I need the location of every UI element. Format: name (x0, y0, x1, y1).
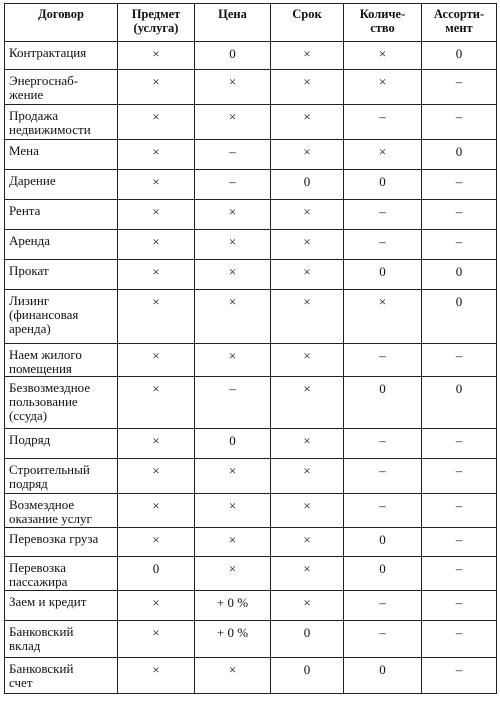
table-row (5, 429, 497, 459)
header-term: Срок (271, 4, 344, 42)
contract-name: Строительный подряд (5, 459, 118, 494)
table-row (5, 621, 497, 658)
table-row (5, 140, 497, 170)
contract-name: Рента (5, 200, 118, 230)
contract-name: Подряд (5, 429, 118, 459)
table-cell: × (118, 344, 195, 377)
table-row (5, 230, 497, 260)
table-cell: × (118, 658, 195, 694)
table-cell: × (271, 344, 344, 377)
table-cell: × (195, 528, 271, 557)
table-cell: × (344, 70, 422, 105)
table-cell: 0 (271, 658, 344, 694)
table-row (5, 459, 497, 494)
table-cell: 0 (422, 377, 497, 429)
contract-name: Перевозка груза (5, 528, 118, 557)
table-cell: × (271, 290, 344, 344)
table-cell: 0 (195, 42, 271, 70)
table-cell: 0 (422, 260, 497, 290)
table-row (5, 290, 497, 344)
table-cell: – (422, 105, 497, 140)
table-cell: × (195, 260, 271, 290)
table-cell: × (118, 377, 195, 429)
table-cell: 0 (118, 557, 195, 591)
table-cell: × (118, 429, 195, 459)
table-cell: × (195, 105, 271, 140)
table-cell: × (271, 42, 344, 70)
contract-name: Лизинг (финансовая аренда) (5, 290, 118, 344)
table-row (5, 260, 497, 290)
table-cell: × (271, 494, 344, 528)
table-cell: – (422, 230, 497, 260)
contract-name: Возмездное оказание услуг (5, 494, 118, 528)
table-cell: – (195, 377, 271, 429)
table-cell: × (118, 105, 195, 140)
contract-name: Банковский вклад (5, 621, 118, 658)
table-cell: – (422, 170, 497, 200)
table-cell: – (422, 200, 497, 230)
table-cell: × (118, 290, 195, 344)
header-price: Цена (195, 4, 271, 42)
table-cell: + 0 % (195, 621, 271, 658)
header-contract: Договор (5, 4, 118, 42)
contract-name: Безвозмездное пользование (ссуда) (5, 377, 118, 429)
table-cell: × (118, 170, 195, 200)
contract-name: Банковский счет (5, 658, 118, 694)
contract-name: Прокат (5, 260, 118, 290)
table-cell: – (344, 459, 422, 494)
table-cell: × (118, 230, 195, 260)
table-cell: × (271, 377, 344, 429)
contract-name: Заем и кредит (5, 591, 118, 621)
table-cell: – (344, 230, 422, 260)
table-cell: × (195, 459, 271, 494)
table-cell: – (422, 528, 497, 557)
table-cell: × (271, 230, 344, 260)
table-cell: × (271, 70, 344, 105)
table-cell: × (118, 528, 195, 557)
table-cell: 0 (271, 621, 344, 658)
table-cell: × (195, 344, 271, 377)
header-assortment: Ассорти- мент (422, 4, 497, 42)
table-row (5, 591, 497, 621)
header-quantity: Количе- ство (344, 4, 422, 42)
table-row (5, 70, 497, 105)
contract-name: Наем жилого помещения (5, 344, 118, 377)
table-row (5, 42, 497, 70)
contract-name: Перевозка пассажира (5, 557, 118, 591)
contract-name: Мена (5, 140, 118, 170)
table-cell: × (118, 200, 195, 230)
table-cell: – (422, 429, 497, 459)
table-cell: – (422, 459, 497, 494)
table-cell: × (271, 260, 344, 290)
table-cell: 0 (344, 557, 422, 591)
table-cell: – (344, 621, 422, 658)
table-cell: × (271, 200, 344, 230)
table-cell: – (422, 658, 497, 694)
table-cell: 0 (344, 170, 422, 200)
table-cell: 0 (344, 260, 422, 290)
table-row (5, 528, 497, 557)
table-cell: – (344, 494, 422, 528)
table-row (5, 105, 497, 140)
header-subject: Предмет (услуга) (118, 4, 195, 42)
table-cell: × (118, 42, 195, 70)
table-row (5, 170, 497, 200)
table-cell: 0 (344, 377, 422, 429)
table-cell: – (344, 105, 422, 140)
table-cell: × (118, 459, 195, 494)
table-cell: – (344, 344, 422, 377)
table-cell: – (422, 494, 497, 528)
table-cell: – (422, 591, 497, 621)
table-cell: × (344, 42, 422, 70)
table-cell: × (271, 557, 344, 591)
table-cell: × (195, 557, 271, 591)
table-row (5, 377, 497, 429)
table-cell: 0 (271, 170, 344, 200)
table-row (5, 557, 497, 591)
table-cell: × (271, 528, 344, 557)
table-cell: × (195, 70, 271, 105)
table-cell: × (118, 260, 195, 290)
table-cell: × (195, 230, 271, 260)
table-cell: × (195, 494, 271, 528)
table-cell: × (271, 140, 344, 170)
table-row (5, 344, 497, 377)
table-cell: – (344, 429, 422, 459)
table-cell: – (422, 621, 497, 658)
table-cell: × (271, 591, 344, 621)
table-row (5, 200, 497, 230)
table-cell: 0 (344, 658, 422, 694)
table-cell: 0 (422, 42, 497, 70)
table-cell: × (344, 140, 422, 170)
contract-name: Дарение (5, 170, 118, 200)
table-cell: × (118, 591, 195, 621)
table-row (5, 494, 497, 528)
contracts-table (4, 3, 497, 694)
table-header (5, 4, 497, 42)
table-cell: × (195, 658, 271, 694)
table-cell: – (344, 591, 422, 621)
contract-name: Энергоснаб- жение (5, 70, 118, 105)
table-cell: – (195, 170, 271, 200)
table-cell: 0 (422, 140, 497, 170)
table-cell: – (422, 344, 497, 377)
table-body (5, 42, 497, 694)
table-cell: × (271, 459, 344, 494)
table-cell: × (195, 290, 271, 344)
table-cell: × (271, 429, 344, 459)
table-cell: × (344, 290, 422, 344)
table-cell: – (195, 140, 271, 170)
table-cell: × (118, 621, 195, 658)
table-cell: × (118, 70, 195, 105)
contract-name: Продажа недвижимости (5, 105, 118, 140)
table-cell: 0 (422, 290, 497, 344)
table-cell: 0 (195, 429, 271, 459)
table-cell: × (118, 494, 195, 528)
table-cell: 0 (344, 528, 422, 557)
table-cell: – (344, 200, 422, 230)
header-row (5, 4, 497, 42)
table-cell: × (195, 200, 271, 230)
table-cell: × (271, 105, 344, 140)
table-cell: – (422, 70, 497, 105)
table-cell: × (118, 140, 195, 170)
contract-name: Контрактация (5, 42, 118, 70)
contract-name: Аренда (5, 230, 118, 260)
table-row (5, 658, 497, 694)
table-cell: – (422, 557, 497, 591)
table-cell: + 0 % (195, 591, 271, 621)
